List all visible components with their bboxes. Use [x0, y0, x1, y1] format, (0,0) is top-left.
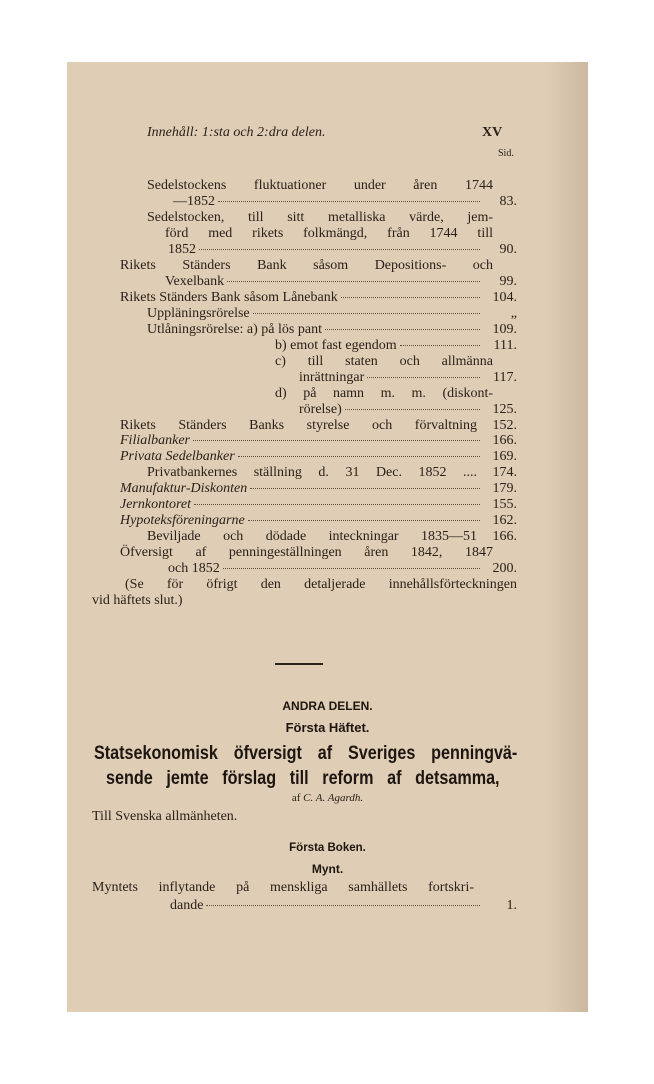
toc-page: 179. — [492, 481, 517, 496]
toc-entry — [147, 306, 517, 322]
section-divider — [275, 663, 323, 665]
toc-page: 90. — [499, 242, 517, 257]
issue-heading: Första Häftet. — [285, 720, 370, 735]
toc-page: 104. — [492, 290, 517, 305]
toc-entry-line: rörelse) — [299, 402, 342, 417]
work-title-line: Statsekonomisk öfversigt af Sveriges penningvä- — [94, 743, 518, 764]
toc-page: 99. — [499, 274, 517, 289]
chapter-entry-line: Myntets inflytande på menskliga samhällets fortskri- — [92, 880, 474, 895]
toc-entry-line: Utlåningsrörelse: a) på lös pant — [147, 322, 322, 337]
toc-entry — [120, 418, 517, 434]
toc-entry-line: Beviljade och dödade inteckningar 1835—51 — [147, 529, 477, 544]
toc-entry — [120, 433, 517, 449]
toc-entry — [173, 194, 517, 210]
toc-page: 117. — [493, 370, 517, 385]
toc-page: 109. — [492, 322, 517, 337]
toc-entry-line: inrättningar — [299, 370, 365, 385]
toc-entry-line: Hypoteksföreningarne — [120, 513, 245, 528]
note-line: vid häftets slut.) — [92, 593, 183, 608]
toc-entry-line: Öfversigt af penningeställningen åren 1842, 1847 — [120, 545, 493, 560]
note-line: (Se för öfrigt den detaljerade innehållsförteckningen — [125, 577, 517, 592]
author-name: C. A. Agardh. — [303, 792, 364, 804]
chapter-heading: Mynt. — [311, 862, 344, 876]
toc-entry — [165, 274, 517, 290]
toc-entry-line: Sedelstocken, till sitt metalliska värde, jem- — [147, 210, 493, 225]
toc-page: 1. — [506, 898, 517, 913]
toc-entry-line: Sedelstockens fluktuationer under åren 1744 — [147, 178, 493, 193]
toc-entry-line: d) på namn m. m. (diskont- — [275, 386, 493, 401]
toc-page: 174. — [492, 465, 517, 480]
dedication: Till Svenska allmänheten. — [92, 809, 238, 824]
toc-entry-line: Rikets Ständers Banks styrelse och förvaltning — [120, 418, 477, 433]
work-title-line: sende jemte förslag till reform af detsamma, — [106, 768, 500, 789]
running-header — [0, 125, 654, 141]
toc-page: 125. — [492, 402, 517, 417]
toc-entry-line: Privatbankernes ställning d. 31 Dec. 1852 .... — [147, 465, 477, 480]
toc-entry-line: c) till staten och allmänna — [275, 354, 493, 369]
toc-entry-line: Rikets Ständers Bank såsom Lånebank — [120, 290, 338, 305]
toc-page: 166. — [492, 433, 517, 448]
toc-entry-line: Rikets Ständers Bank såsom Depositions- och — [120, 258, 493, 273]
toc-page: 166. — [492, 529, 517, 544]
book-heading: Första Boken. — [289, 842, 366, 854]
toc-entry — [147, 465, 517, 481]
part-heading: ANDRA DELEN. — [282, 699, 373, 713]
toc-entry — [120, 497, 517, 513]
toc-entry-line: b) emot fast egendom — [275, 338, 397, 353]
toc-page: 155. — [492, 497, 517, 512]
toc-entry-line: Manufaktur-Diskonten — [120, 481, 248, 496]
toc-entry — [120, 481, 517, 497]
toc-entry-line: 1852 — [168, 242, 196, 257]
toc-entry — [147, 529, 517, 545]
toc-entry-line: —1852 — [173, 194, 215, 209]
sid-label: Sid. — [498, 148, 514, 159]
toc-page: 152. — [492, 418, 517, 433]
toc-entry-line: Filialbanker — [120, 433, 190, 448]
toc-page: 200. — [492, 561, 517, 576]
toc-page: 169. — [492, 449, 517, 464]
toc-entry — [120, 290, 517, 306]
author-prefix: af — [291, 792, 301, 804]
chapter-entry-line: dande — [170, 898, 204, 913]
toc-entry — [120, 513, 517, 529]
toc-page: „ — [510, 306, 517, 321]
toc-entry — [168, 561, 517, 577]
author-line — [67, 792, 588, 804]
toc-page: 111. — [493, 338, 517, 353]
chapter-entry — [170, 898, 517, 914]
toc-page: 83. — [499, 194, 517, 209]
toc-entry — [120, 449, 517, 465]
toc-entry-line: Privata Sedelbanker — [120, 449, 235, 464]
toc-entry — [168, 242, 517, 258]
toc-entry-line: Vexelbank — [165, 274, 225, 289]
toc-entry — [275, 338, 517, 354]
header-page-number: XV — [482, 125, 503, 140]
toc-entry-line: och 1852 — [168, 561, 220, 576]
toc-entry — [299, 370, 517, 386]
toc-entry-line: Jernkontoret — [120, 497, 192, 512]
toc-entry — [299, 402, 517, 418]
header-title: Innehåll: 1:sta och 2:dra delen. — [147, 125, 326, 140]
toc-entry — [147, 322, 517, 338]
toc-entry-line: Uppläningsrörelse — [147, 306, 250, 321]
toc-entry-line: förd med rikets folkmängd, från 1744 till — [165, 226, 493, 241]
toc-page: 162. — [492, 513, 517, 528]
